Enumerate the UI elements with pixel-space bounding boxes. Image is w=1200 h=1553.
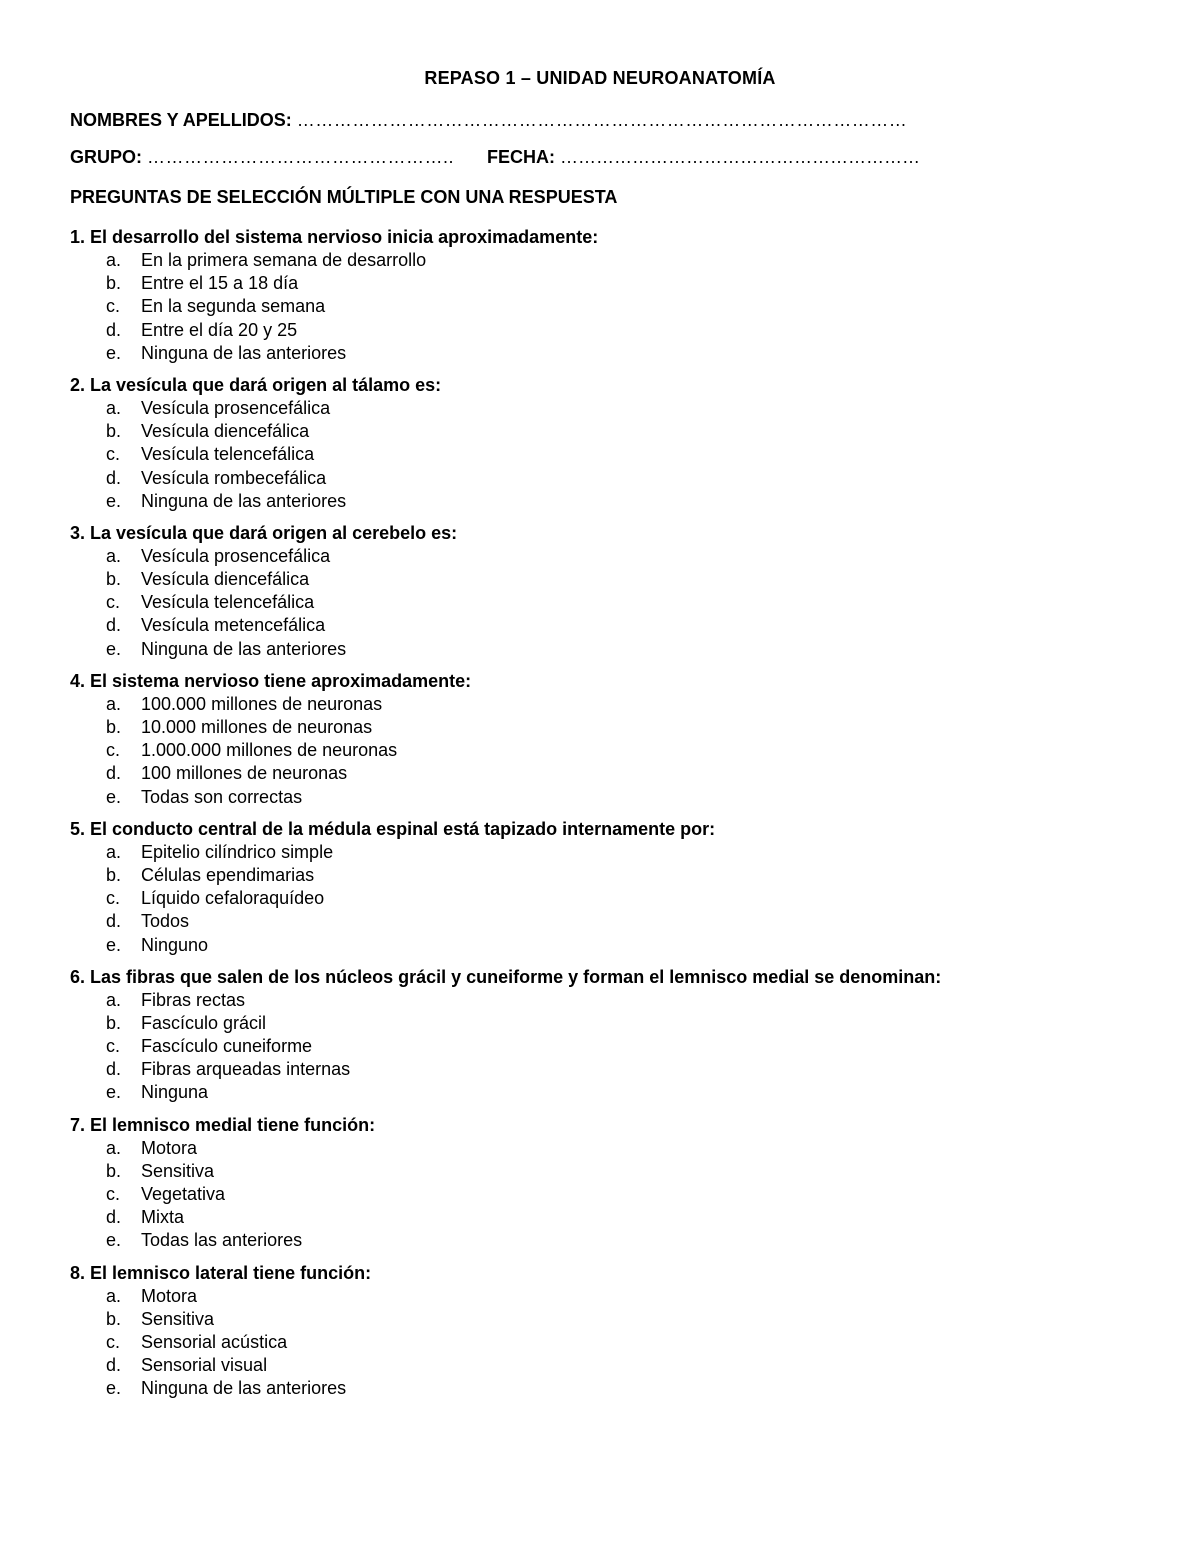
option-text: 1.000.000 millones de neuronas [141, 740, 398, 761]
answer-option[interactable] [70, 295, 1170, 318]
option-letter: b. [106, 1012, 122, 1033]
option-letter: b. [106, 421, 122, 442]
answer-option[interactable] [70, 568, 1170, 591]
answer-option[interactable] [70, 614, 1170, 637]
option-letter: a. [106, 1285, 122, 1306]
option-letter: b. [106, 864, 122, 885]
option-letter: d. [106, 1207, 122, 1228]
option-text: Vesícula telencefálica [141, 592, 315, 613]
option-letter: e. [106, 1082, 122, 1103]
question-2 [70, 374, 1170, 513]
answer-option[interactable] [70, 249, 1170, 272]
option-letter: e. [106, 638, 122, 659]
option-letter: e. [106, 1230, 122, 1251]
option-text: Todas son correctas [141, 786, 303, 807]
option-text: Fibras rectas [141, 989, 246, 1010]
answer-option[interactable] [70, 934, 1170, 957]
option-text: Entre el día 20 y 25 [141, 319, 298, 340]
option-text: Entre el 15 a 18 día [141, 273, 299, 294]
option-letter: b. [106, 569, 122, 590]
option-letter: b. [106, 273, 122, 294]
answer-option[interactable] [70, 490, 1170, 513]
option-letter: e. [106, 490, 122, 511]
answer-option[interactable] [70, 910, 1170, 933]
answer-option[interactable] [70, 1229, 1170, 1252]
question-5 [70, 818, 1170, 957]
answer-option[interactable] [70, 1081, 1170, 1104]
answer-option[interactable] [70, 319, 1170, 342]
answer-option[interactable] [70, 1285, 1170, 1308]
answer-option[interactable] [70, 545, 1170, 568]
answer-option[interactable] [70, 443, 1170, 466]
option-text: Ninguna de las anteriores [141, 1378, 347, 1399]
option-text: Sensorial visual [141, 1355, 268, 1376]
option-text: Sensitiva [141, 1308, 215, 1329]
option-letter: d. [106, 467, 122, 488]
answer-option[interactable] [70, 1331, 1170, 1354]
option-text: 100 millones de neuronas [141, 763, 348, 784]
option-letter: d. [106, 911, 122, 932]
question-3 [70, 522, 1170, 661]
option-text: Mixta [141, 1207, 185, 1228]
option-text: Motora [141, 1285, 198, 1306]
option-letter: a. [106, 841, 122, 862]
option-letter: b. [106, 717, 122, 737]
question-6 [70, 966, 1170, 1105]
option-text: Vesícula prosencefálica [141, 545, 331, 566]
answer-option[interactable] [70, 989, 1170, 1012]
option-text: Vesícula diencefálica [141, 569, 310, 590]
option-text: Todas las anteriores [141, 1230, 303, 1251]
question-text: 6. Las fibras que salen de los núcleos grácil y cuneiforme y forman el lemnisco medial se denominan: [70, 966, 942, 987]
question-8 [70, 1262, 1170, 1401]
option-text: 100.000 millones de neuronas [141, 693, 383, 714]
question-4 [70, 670, 1170, 809]
option-text: Ninguno [141, 934, 209, 955]
answer-option[interactable] [70, 638, 1170, 661]
answer-option[interactable] [70, 1206, 1170, 1229]
option-letter: e. [106, 1378, 122, 1399]
section-heading: PREGUNTAS DE SELECCIÓN MÚLTIPLE CON UNA RESPUESTA [70, 187, 618, 207]
option-letter: d. [106, 763, 122, 784]
answer-option[interactable] [70, 1160, 1170, 1183]
answer-option[interactable] [70, 467, 1170, 490]
answer-option[interactable] [70, 786, 1170, 809]
fecha-blank[interactable]: …………………………………………………… [560, 147, 921, 167]
option-text: Vesícula rombecefálica [141, 467, 327, 488]
option-text: Fibras arqueadas internas [141, 1059, 351, 1080]
answer-option[interactable] [70, 591, 1170, 614]
option-letter: c. [106, 1184, 121, 1204]
option-text: Sensitiva [141, 1160, 215, 1181]
fecha-field[interactable] [487, 147, 920, 168]
option-letter: d. [106, 615, 122, 636]
option-text: En la segunda semana [141, 296, 326, 317]
question-text: 1. El desarrollo del sistema nervioso inicia aproximadamente: [70, 227, 599, 247]
answer-option[interactable] [70, 887, 1170, 910]
option-letter: b. [106, 1160, 122, 1181]
answer-option[interactable] [70, 420, 1170, 443]
answer-option[interactable] [70, 1058, 1170, 1081]
option-text: Fascículo cuneiforme [141, 1036, 313, 1057]
answer-option[interactable] [70, 739, 1170, 762]
question-text: 5. El conducto central de la médula espinal está tapizado internamente por: [70, 818, 716, 839]
option-text: Sensorial acústica [141, 1331, 288, 1352]
option-text: Vegetativa [141, 1184, 226, 1204]
option-letter: d. [106, 1059, 122, 1080]
option-letter: a. [106, 693, 122, 714]
option-text: Ninguna de las anteriores [141, 342, 347, 363]
option-letter: b. [106, 1308, 122, 1329]
grupo-blank[interactable]: ………………………………………….. [147, 147, 455, 167]
option-text: Vesícula metencefálica [141, 615, 326, 636]
answer-option[interactable] [70, 1012, 1170, 1035]
option-text: Líquido cefaloraquídeo [141, 888, 325, 909]
question-text: 7. El lemnisco medial tiene función: [70, 1114, 376, 1135]
option-letter: e. [106, 342, 122, 363]
answer-option[interactable] [70, 762, 1170, 785]
option-letter: a. [106, 250, 122, 270]
answer-option[interactable] [70, 1035, 1170, 1058]
option-text: Vesícula telencefálica [141, 444, 315, 465]
option-letter: c. [106, 444, 121, 465]
answer-option[interactable] [70, 841, 1170, 864]
answer-option[interactable] [70, 693, 1170, 716]
answer-option[interactable] [70, 1308, 1170, 1331]
nombres-field[interactable] [70, 110, 907, 131]
option-letter: c. [106, 740, 121, 761]
option-text: Motora [141, 1137, 198, 1158]
nombres-blank[interactable]: ……………………………………………………………………………………… [296, 110, 908, 130]
answer-option[interactable] [70, 1377, 1170, 1400]
answer-option[interactable] [70, 1137, 1170, 1160]
option-text: En la primera semana de desarrollo [141, 250, 427, 270]
question-text: 2. La vesícula que dará origen al tálamo es: [70, 374, 442, 395]
question-7 [70, 1114, 1170, 1253]
grupo-field[interactable] [70, 147, 454, 168]
answer-option[interactable] [70, 272, 1170, 295]
option-text: Vesícula diencefálica [141, 421, 310, 442]
option-text: Vesícula prosencefálica [141, 397, 331, 418]
answer-option[interactable] [70, 864, 1170, 887]
answer-option[interactable] [70, 1354, 1170, 1377]
grupo-label: GRUPO: [70, 147, 142, 167]
nombres-label: NOMBRES Y APELLIDOS: [70, 110, 292, 130]
answer-option[interactable] [70, 1183, 1170, 1206]
question-text: 3. La vesícula que dará origen al cerebelo es: [70, 522, 458, 543]
option-letter: c. [106, 296, 121, 317]
answer-option[interactable] [70, 342, 1170, 365]
option-letter: c. [106, 1036, 121, 1057]
option-text: 10.000 millones de neuronas [141, 717, 373, 737]
option-letter: a. [106, 397, 122, 418]
option-text: Ninguna de las anteriores [141, 638, 347, 659]
option-text: Ninguna de las anteriores [141, 490, 347, 511]
option-letter: c. [106, 888, 121, 909]
option-text: Epitelio cilíndrico simple [141, 841, 334, 862]
option-letter: c. [106, 1331, 121, 1352]
option-letter: a. [106, 545, 122, 566]
option-text: Ninguna [141, 1082, 209, 1103]
option-letter: c. [106, 592, 121, 613]
option-text: Fascículo grácil [141, 1012, 267, 1033]
option-text: Todos [141, 911, 190, 932]
answer-option[interactable] [70, 716, 1170, 739]
question-text: 8. El lemnisco lateral tiene función: [70, 1262, 372, 1283]
option-letter: a. [106, 1137, 122, 1158]
fecha-label: FECHA: [487, 147, 555, 167]
page-title: REPASO 1 – UNIDAD NEUROANATOMÍA [424, 68, 776, 88]
answer-option[interactable] [70, 397, 1170, 420]
option-letter: e. [106, 934, 122, 955]
question-1 [70, 226, 1170, 365]
option-letter: a. [106, 989, 122, 1010]
question-text: 4. El sistema nervioso tiene aproximadamente: [70, 670, 472, 691]
option-letter: d. [106, 319, 122, 340]
question-list [70, 226, 1170, 1410]
option-text: Células ependimarias [141, 864, 315, 885]
option-letter: e. [106, 786, 122, 807]
option-letter: d. [106, 1355, 122, 1376]
